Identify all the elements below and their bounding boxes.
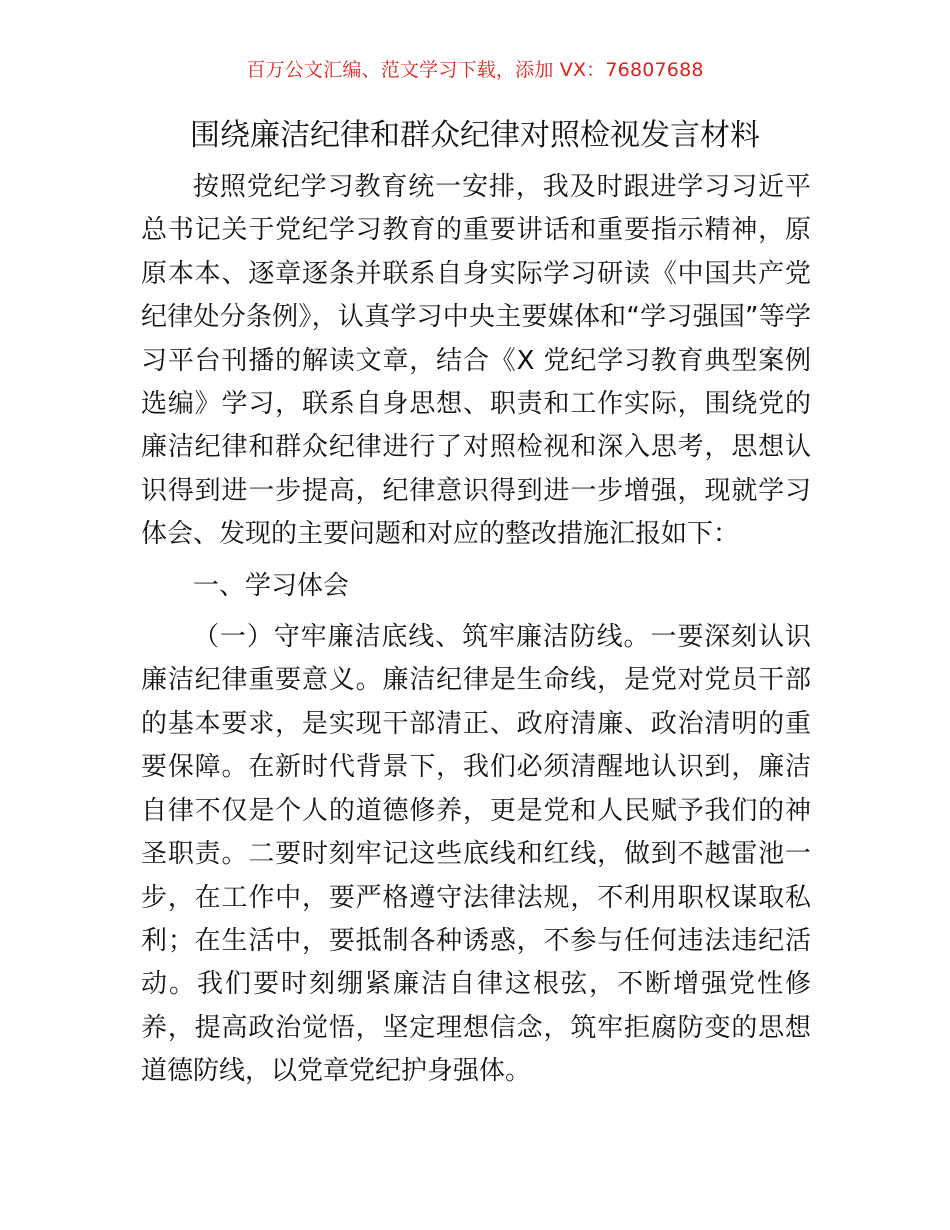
intro-paragraph: 按照党纪学习教育统一安排，我及时跟进学习习近平总书记关于党纪学习教育的重要讲话和重要指示精神，原原本本、逐章逐条并联系自身实际学习研读《中国共产党纪律处分条例》，认真学习中央主要媒体和“学习强国”等学习平台刊播的解读文章，结合《X 党纪学习教育典型案例选编》学习，联系自身思想、职责和工作实际，围绕党的廉洁纪律和群众纪律进行了对照检视和深入思考，思想认识得到进一步提高，纪律意识得到进一步增强，现就学习体会、发现的主要问题和对应的整改措施汇报如下： bbox=[141, 172, 811, 550]
header-contact-note: 百万公文汇编、范文学习下载，添加 VX：76807688 bbox=[246, 59, 704, 81]
paragraph-spacer bbox=[141, 608, 811, 616]
paragraph-spacer bbox=[141, 557, 811, 565]
document-title: 围绕廉洁纪律和群众纪律对照检视发言材料 bbox=[190, 118, 760, 153]
section-heading: 一、学习体会 bbox=[193, 570, 350, 601]
section-paragraph: （一）守牢廉洁底线、筑牢廉洁防线。一要深刻认识廉洁纪律重要意义。廉洁纪律是生命线，是党对党员干部的基本要求，是实现干部清正、政府清廉、政治清明的重要保障。在新时代背景下，我们必须清醒地认识到，廉洁自律不仅是个人的道德修养，更是党和人民赋予我们的神圣职责。二要时刻牢记这些底线和红线，做到不越雷池一步，在工作中，要严格遵守法律法规，不利用职权谋取私利；在生活中，要抵制各种诱惑，不参与任何违法违纪活动。我们要时刻绷紧廉洁自律这根弦，不断增强党性修养，提高政治觉悟，坚定理想信念，筑牢拒腐防变的思想道德防线，以党章党纪护身强体。 bbox=[141, 622, 811, 1087]
document-body bbox=[141, 166, 811, 1094]
